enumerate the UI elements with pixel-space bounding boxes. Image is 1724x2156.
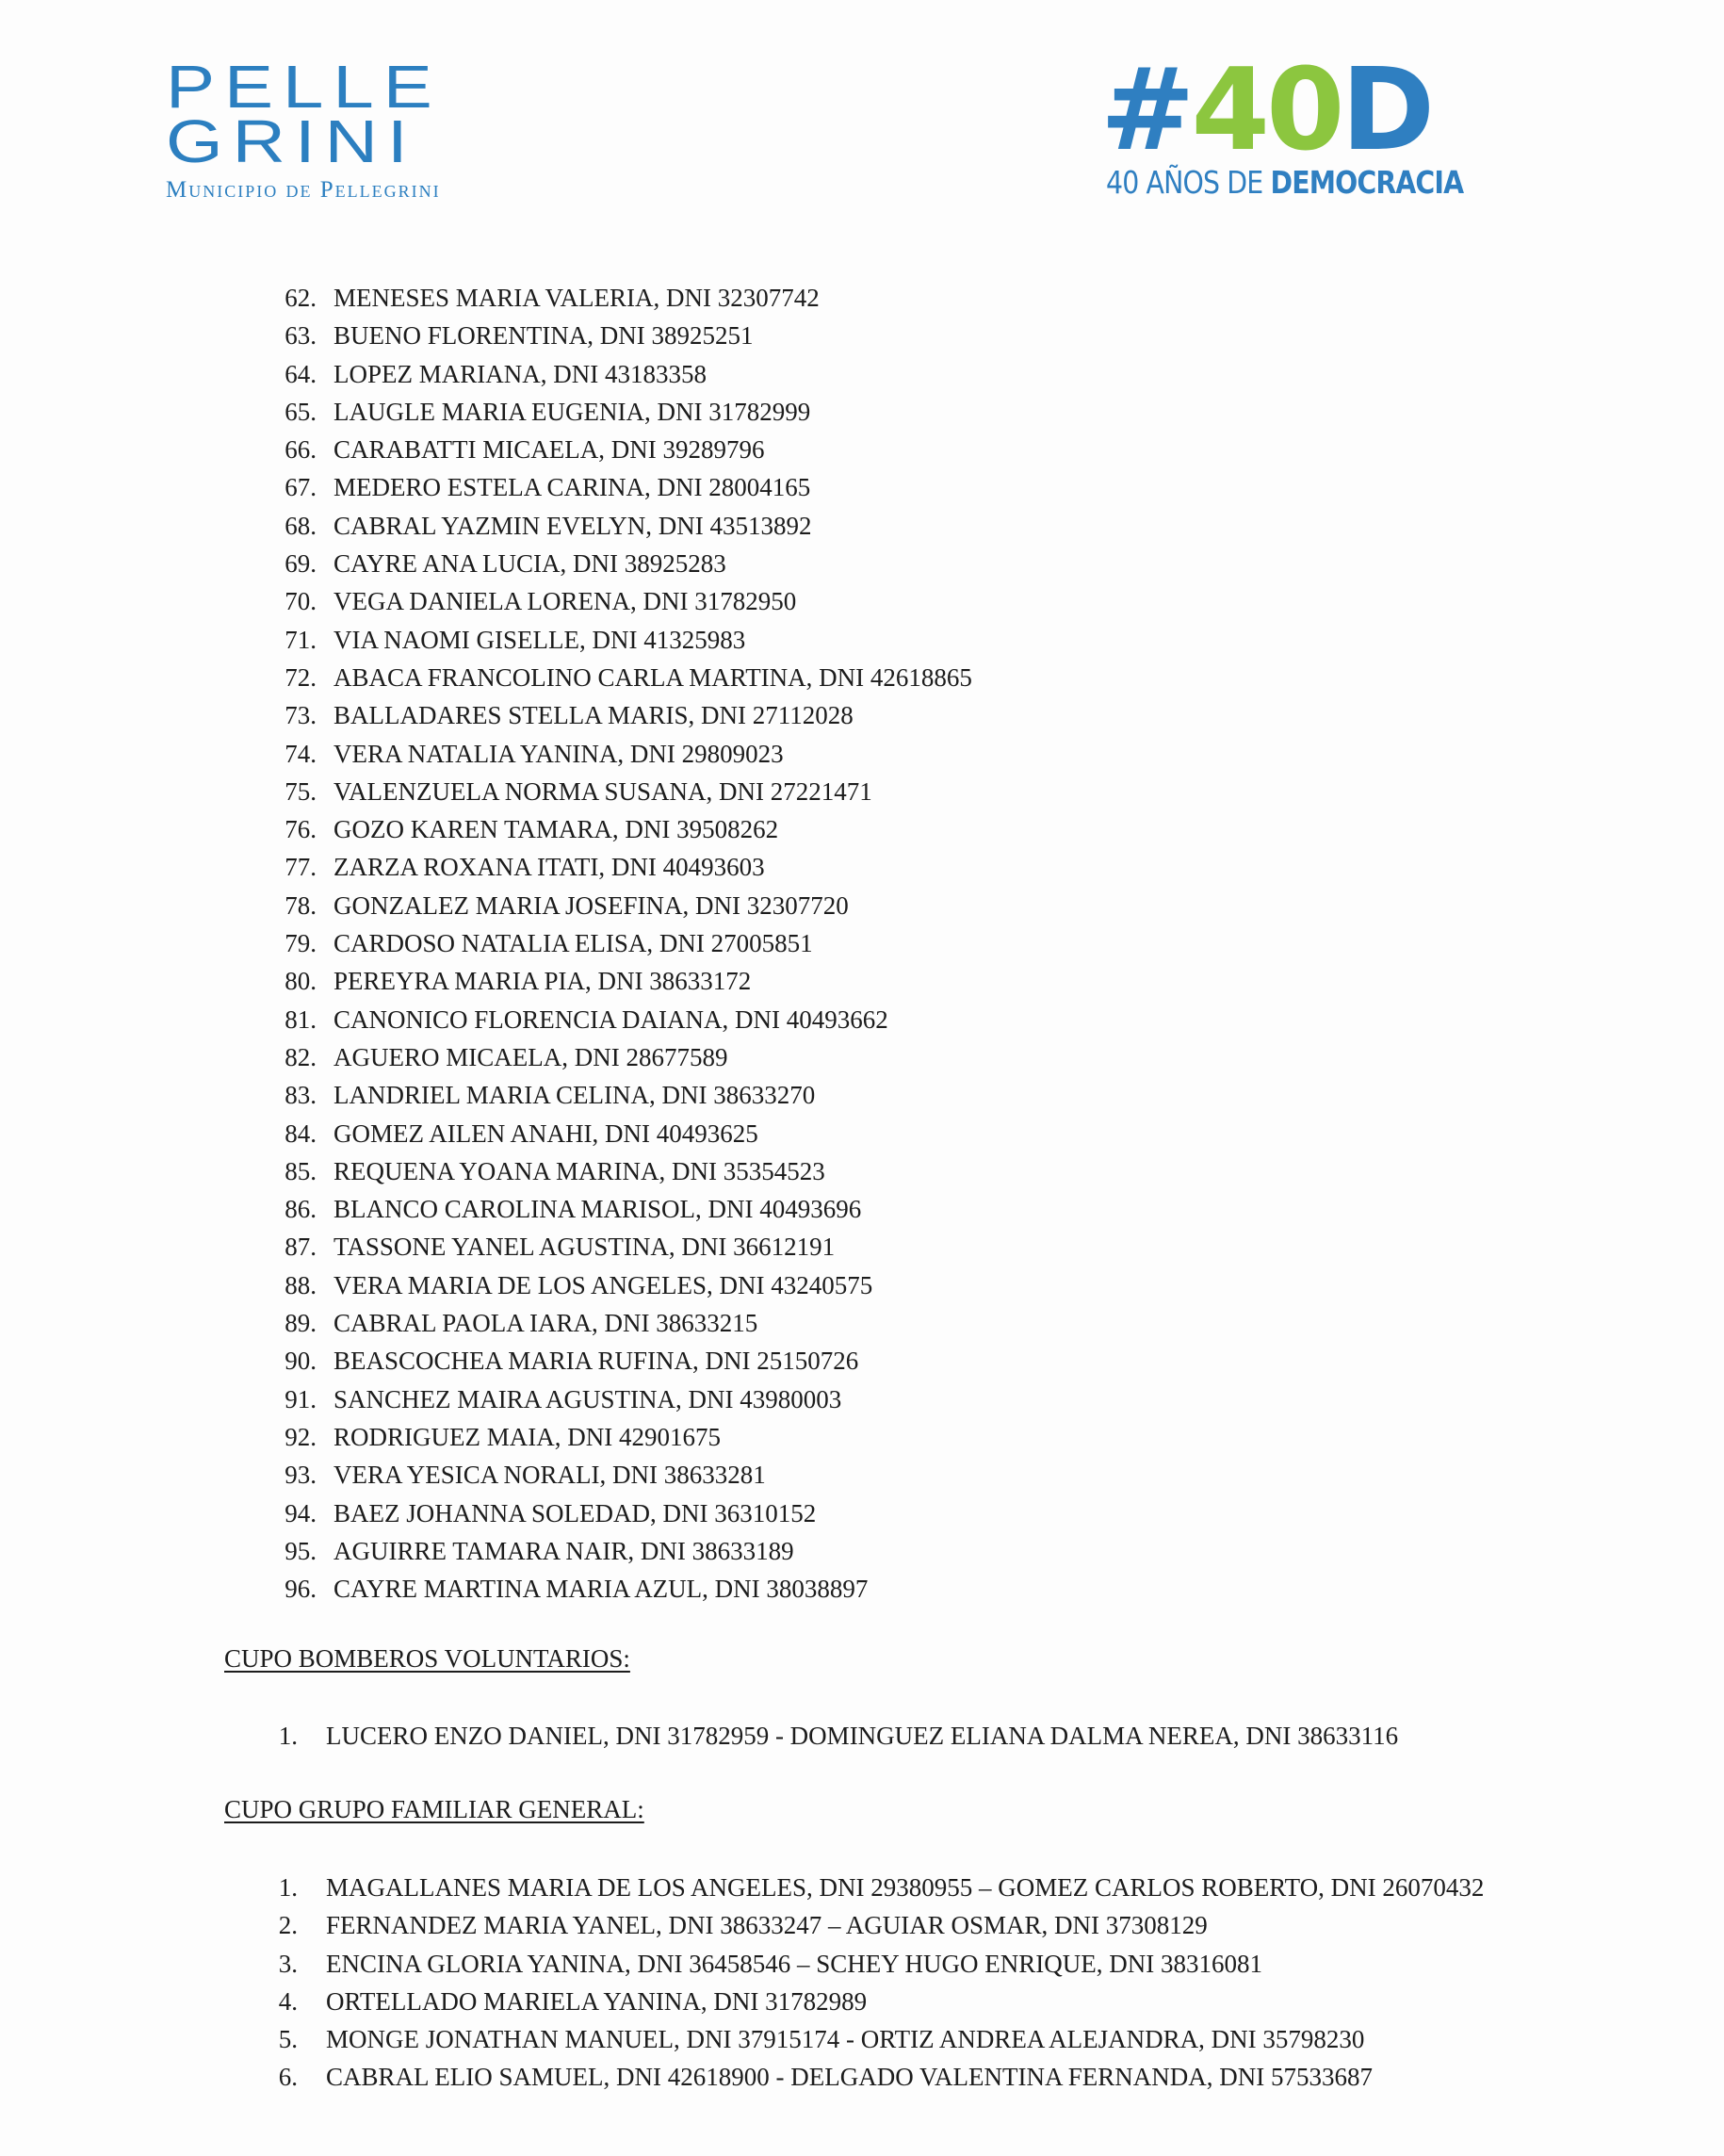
item-number: 73. [285,701,317,730]
item-number: 1. [278,1873,298,1902]
list-item [264,1266,1564,1304]
item-number: 64. [285,359,317,388]
beneficiary-list [264,279,1564,1608]
list-item [264,1076,1564,1114]
list-item [264,1380,1564,1418]
item-number: 87. [285,1233,317,1262]
list-item [264,1228,1564,1266]
item-number: 77. [285,853,317,882]
list-item [264,735,1564,773]
item-number: 88. [285,1270,317,1299]
list-item [264,1456,1564,1494]
item-text: ENCINA GLORIA YANINA, DNI 36458546 – SCHEY HUGO ENRIQUE, DNI 38316081 [326,1949,1262,1978]
list-item [264,2020,1526,2058]
list-item [264,431,1564,468]
item-text: AGUERO MICAELA, DNI 28677589 [333,1042,728,1071]
item-number: 76. [285,815,317,844]
list-item [264,1494,1564,1532]
item-text: VEGA DANIELA LORENA, DNI 31782950 [333,587,797,616]
item-text: CARDOSO NATALIA ELISA, DNI 27005851 [333,929,813,958]
item-text: VERA MARIA DE LOS ANGELES, DNI 43240575 [333,1270,873,1299]
item-number: 85. [285,1156,317,1185]
item-number: 89. [285,1309,317,1338]
list-item [264,1001,1564,1038]
list-item [264,621,1564,659]
list-item [264,1717,1526,1755]
list-item [264,279,1564,317]
item-text: BALLADARES STELLA MARIS, DNI 27112028 [333,701,854,730]
list-item [264,1190,1564,1228]
list-item [264,810,1564,848]
item-number: 78. [285,890,317,920]
item-number: 82. [285,1042,317,1071]
logo-number: 40 [1191,45,1342,176]
item-text: TASSONE YANEL AGUSTINA, DNI 36612191 [333,1233,836,1262]
list-item [264,317,1564,354]
list-item [264,1342,1564,1380]
item-text: LOPEZ MARIANA, DNI 43183358 [333,359,707,388]
logo-tagline-bold: DEMOCRACIA [1270,164,1464,201]
item-text: VERA YESICA NORALI, DNI 38633281 [333,1461,766,1490]
list-item [264,1983,1526,2020]
item-number: 93. [285,1461,317,1490]
list-item [264,355,1564,393]
item-text: MENESES MARIA VALERIA, DNI 32307742 [333,284,820,312]
list-item [264,1869,1526,1906]
logo-word-top: PELLE [166,52,442,122]
item-number: 63. [285,321,317,351]
item-number: 3. [278,1949,298,1978]
list-item [264,2058,1526,2096]
item-number: 62. [285,284,317,312]
item-text: LAUGLE MARIA EUGENIA, DNI 31782999 [333,397,811,426]
item-text: LUCERO ENZO DANIEL, DNI 31782959 - DOMINGUEZ ELIANA DALMA NEREA, DNI 38633116 [326,1722,1399,1750]
item-text: VIA NAOMI GISELLE, DNI 41325983 [333,625,746,654]
item-text: GONZALEZ MARIA JOSEFINA, DNI 32307720 [333,890,849,920]
list-item [264,1038,1564,1076]
item-text: CAYRE MARTINA MARIA AZUL, DNI 38038897 [333,1575,869,1604]
logo-hashtag [1100,45,1432,176]
list-item [264,582,1564,620]
item-text: FERNANDEZ MARIA YANEL, DNI 38633247 – AGUIAR OSMAR, DNI 37308129 [326,1911,1208,1940]
item-text: CARABATTI MICAELA, DNI 39289796 [333,435,765,465]
item-number: 68. [285,511,317,540]
item-text: ZARZA ROXANA ITATI, DNI 40493603 [333,853,765,882]
item-text: BAEZ JOHANNA SOLEDAD, DNI 36310152 [333,1498,817,1527]
list-item [264,393,1564,431]
item-number: 83. [285,1081,317,1110]
item-text: CANONICO FLORENCIA DAIANA, DNI 40493662 [333,1004,888,1034]
list-item [264,924,1564,962]
pellegrini-logo [166,52,477,207]
familiar-list [264,1869,1526,2097]
item-text: SANCHEZ MAIRA AGUSTINA, DNI 43980003 [333,1384,842,1413]
item-number: 86. [285,1195,317,1224]
logo-word-bottom: GRINI [166,106,417,176]
list-item [264,887,1564,924]
item-text: CAYRE ANA LUCIA, DNI 38925283 [333,549,726,579]
item-text: CABRAL ELIO SAMUEL, DNI 42618900 - DELGADO VALENTINA FERNANDA, DNI 57533687 [326,2063,1373,2092]
bomberos-list [264,1717,1526,1755]
list-item [264,1906,1526,1944]
item-number: 84. [285,1119,317,1148]
item-number: 79. [285,929,317,958]
item-number: 65. [285,397,317,426]
item-text: CABRAL PAOLA IARA, DNI 38633215 [333,1309,758,1338]
item-text: PEREYRA MARIA PIA, DNI 38633172 [333,967,752,996]
item-number: 67. [285,473,317,502]
item-number: 81. [285,1004,317,1034]
item-number: 69. [285,549,317,579]
list-item [264,1418,1564,1456]
list-item [264,1152,1564,1190]
list-item [264,696,1564,734]
logo-hash: # [1100,45,1192,176]
item-number: 66. [285,435,317,465]
item-number: 80. [285,967,317,996]
item-number: 2. [278,1911,298,1940]
item-number: 6. [278,2063,298,2092]
item-text: ORTELLADO MARIELA YANINA, DNI 31782989 [326,1986,868,2016]
item-number: 95. [285,1536,317,1565]
list-item [264,659,1564,696]
logo-tagline [1106,164,1463,201]
logo-tagline-regular: 40 AÑOS DE [1106,164,1271,201]
item-text: ABACA FRANCOLINO CARLA MARTINA, DNI 42618865 [333,662,972,692]
item-text: RODRIGUEZ MAIA, DNI 42901675 [333,1422,721,1451]
list-item [264,1304,1564,1342]
list-item [264,545,1564,582]
section-title-bomberos: CUPO BOMBEROS VOLUNTARIOS: [224,1644,630,1673]
list-item [264,848,1564,886]
item-number: 4. [278,1986,298,2016]
item-text: CABRAL YAZMIN EVELYN, DNI 43513892 [333,511,812,540]
section-title-familiar: CUPO GRUPO FAMILIAR GENERAL: [224,1795,644,1823]
item-number: 74. [285,739,317,768]
item-text: BEASCOCHEA MARIA RUFINA, DNI 25150726 [333,1347,859,1376]
item-text: BUENO FLORENTINA, DNI 38925251 [333,321,754,351]
item-text: GOMEZ AILEN ANAHI, DNI 40493625 [333,1119,758,1148]
item-number: 1. [278,1722,298,1750]
item-number: 5. [278,2025,298,2054]
item-number: 75. [285,776,317,806]
list-item [264,1532,1564,1570]
item-text: VERA NATALIA YANINA, DNI 29809023 [333,739,784,768]
item-text: AGUIRRE TAMARA NAIR, DNI 38633189 [333,1536,794,1565]
logo-letter: D [1341,45,1432,176]
item-text: GOZO KAREN TAMARA, DNI 39508262 [333,815,779,844]
list-item [264,468,1564,506]
list-item [264,773,1564,810]
item-number: 72. [285,662,317,692]
item-number: 70. [285,587,317,616]
democracia-logo [1100,45,1477,205]
item-number: 71. [285,625,317,654]
item-text: LANDRIEL MARIA CELINA, DNI 38633270 [333,1081,816,1110]
item-number: 96. [285,1575,317,1604]
item-text: VALENZUELA NORMA SUSANA, DNI 27221471 [333,776,872,806]
item-text: MEDERO ESTELA CARINA, DNI 28004165 [333,473,811,502]
item-text: MONGE JONATHAN MANUEL, DNI 37915174 - ORTIZ ANDREA ALEJANDRA, DNI 35798230 [326,2025,1365,2054]
item-number: 92. [285,1422,317,1451]
list-item [264,1570,1564,1608]
list-item [264,962,1564,1000]
list-item [264,507,1564,545]
item-text: MAGALLANES MARIA DE LOS ANGELES, DNI 29380955 – GOMEZ CARLOS ROBERTO, DNI 26070432 [326,1873,1485,1902]
item-number: 94. [285,1498,317,1527]
list-item [264,1115,1564,1152]
item-number: 90. [285,1347,317,1376]
item-text: REQUENA YOANA MARINA, DNI 35354523 [333,1156,825,1185]
item-text: BLANCO CAROLINA MARISOL, DNI 40493696 [333,1195,862,1224]
list-item [264,1945,1526,1983]
logo-subtitle: Municipio de Pellegrini [166,177,441,203]
item-number: 91. [285,1384,317,1413]
